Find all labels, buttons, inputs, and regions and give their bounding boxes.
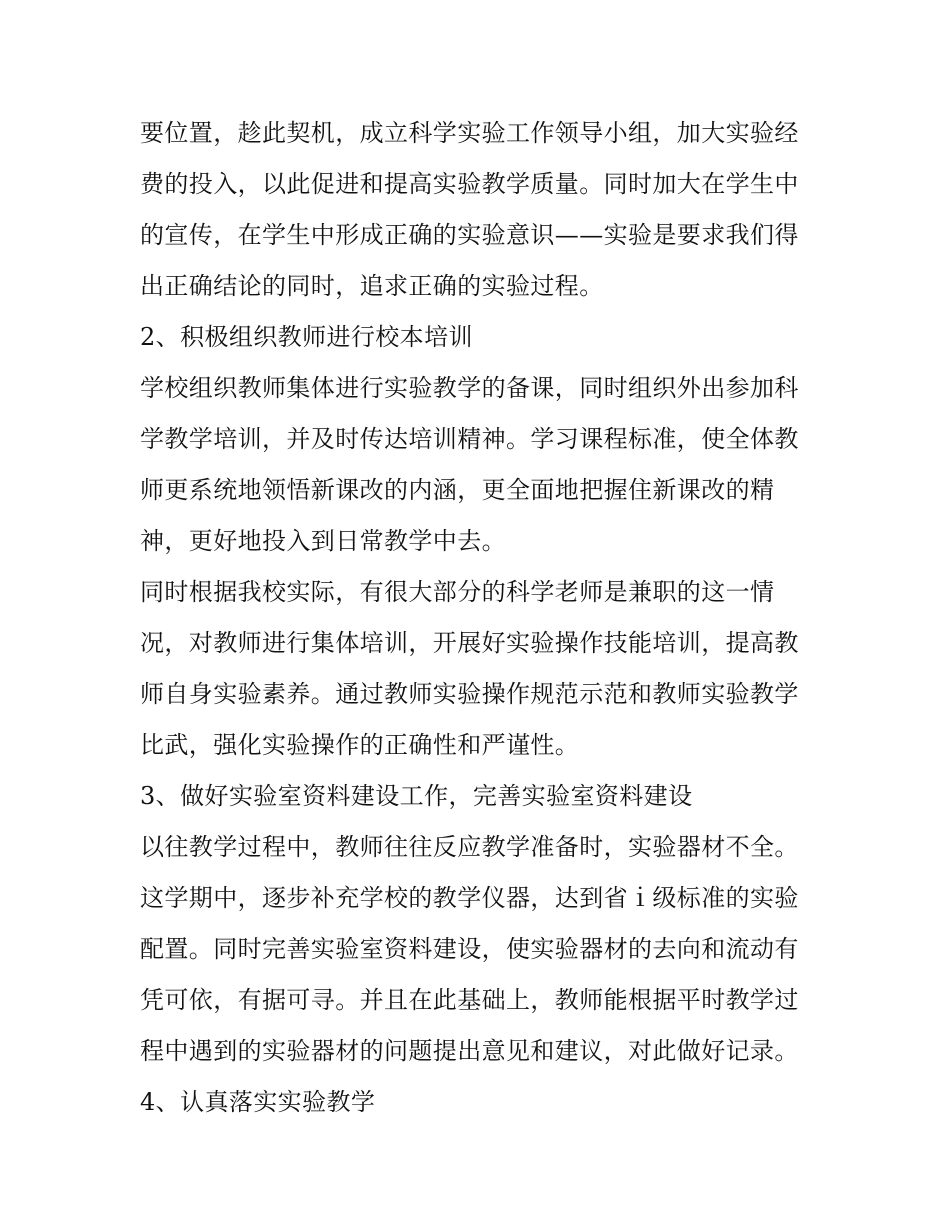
paragraph-line: 神，更好地投入到日常教学中去。 xyxy=(140,527,506,555)
section-heading: 3、做好实验室资料建设工作，完善实验室资料建设 xyxy=(140,782,693,810)
paragraph-line: 出正确结论的同时，追求正确的实验过程。 xyxy=(140,272,604,300)
document-body xyxy=(140,108,820,1128)
section-heading: 2、积极组织教师进行校本培训 xyxy=(140,323,473,351)
paragraph-line: 比武，强化实验操作的正确性和严谨性。 xyxy=(140,731,580,759)
paragraph-line: 以往教学过程中，教师往往反应教学准备时，实验器材不全。 xyxy=(140,833,799,861)
paragraph-line: 况，对教师进行集体培训，开展好实验操作技能培训，提高教 xyxy=(140,629,799,657)
paragraph-line: 费的投入，以此促进和提高实验教学质量。同时加大在学生中 xyxy=(140,170,799,198)
paragraph-line: 这学期中，逐步补充学校的教学仪器，达到省ｉ级标准的实验 xyxy=(140,884,799,912)
paragraph-line: 师更系统地领悟新课改的内涵，更全面地把握住新课改的精 xyxy=(140,476,775,504)
paragraph-line: 学校组织教师集体进行实验教学的备课，同时组织外出参加科 xyxy=(140,374,799,402)
paragraph-line: 的宣传，在学生中形成正确的实验意识——实验是要求我们得 xyxy=(140,221,799,249)
paragraph-line: 同时根据我校实际，有很大部分的科学老师是兼职的这一情 xyxy=(140,578,775,606)
section-heading: 4、认真落实实验教学 xyxy=(140,1088,376,1116)
paragraph-line: 师自身实验素养。通过教师实验操作规范示范和教师实验教学 xyxy=(140,680,799,708)
paragraph-line: 凭可依，有据可寻。并且在此基础上，教师能根据平时教学过 xyxy=(140,986,799,1014)
paragraph-line: 配置。同时完善实验室资料建设，使实验器材的去向和流动有 xyxy=(140,935,799,963)
paragraph-line: 要位置，趁此契机，成立科学实验工作领导小组，加大实验经 xyxy=(140,119,799,147)
paragraph-line: 程中遇到的实验器材的问题提出意见和建议，对此做好记录。 xyxy=(140,1037,799,1065)
paragraph-line: 学教学培训，并及时传达培训精神。学习课程标准，使全体教 xyxy=(140,425,799,453)
